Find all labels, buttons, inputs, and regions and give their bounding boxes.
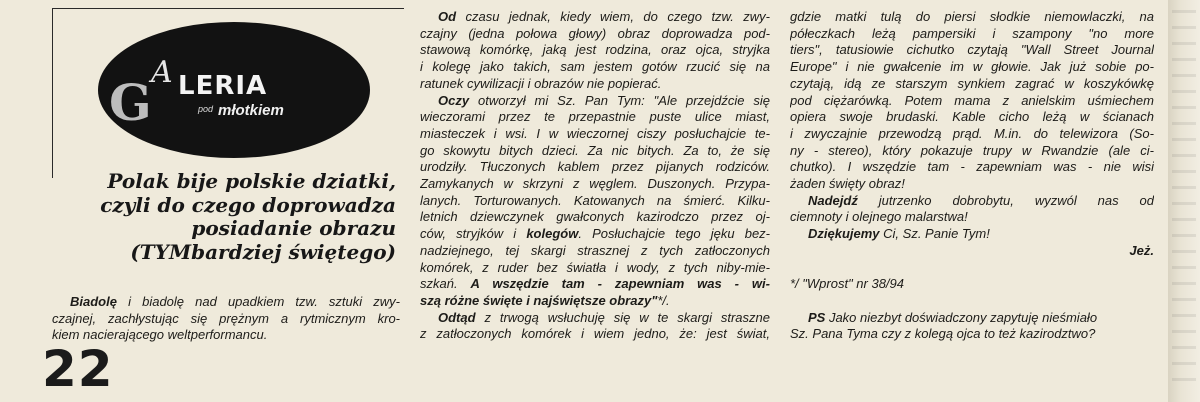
col2-line: letnich dziewczynek gwałconych kazirodczo przez oj- <box>420 209 770 225</box>
col1-line-2: czajnej, zachłystując się prężnym a rytmicznym kro- <box>52 310 400 326</box>
col2-line: go skowytu bitych dzieci. Za nic bitych. Za to, że się <box>420 142 770 158</box>
col3-line: opiera swoje brudaski. Kable cicho leżą w ścianach <box>790 109 1154 125</box>
column-1 <box>52 294 400 344</box>
col3-line: PS Jako niezbyt doświadczony zapytuję nieśmiało <box>808 309 1098 325</box>
headline-line-1: Polak bije polskie dziatki, <box>107 169 396 193</box>
col2-line: szkań. A wszędzie tam - zapewniam was - wi- <box>420 276 770 292</box>
adjacent-page-edge <box>1168 0 1200 402</box>
lead-word: Oczy <box>438 92 470 108</box>
col3-line: pod ciężarówką. Potem mama z anielskim uśmiechem <box>790 92 1154 108</box>
col3-line: półeczkach leżą pampersiki i szampony "no more <box>790 25 1154 41</box>
col2-line: lanych. Torturowanych. Katowanych na śmierć. Kilku- <box>420 192 770 208</box>
ghost-text-lines <box>1172 10 1196 390</box>
col2-line: ratunek cywilizacji i obrazów nie popierać. <box>420 75 662 91</box>
footnote: */ "Wprost" nr 38/94 <box>790 276 904 292</box>
col3-line: chutko). I wszędzie tam - zapewniam was - nie wisi <box>790 159 1154 175</box>
lead-word: Biadolę <box>70 294 117 309</box>
signature: Jeż. <box>1129 242 1154 258</box>
col1-line-3: kiem nacierającego weltperformancu. <box>52 327 268 343</box>
headline-line-4: (TYMbardziej świętego) <box>130 239 396 264</box>
bold-word-kolegow: kolegów <box>526 226 579 242</box>
page-number: 22 <box>42 340 114 398</box>
col3-line: ciemnoty i olejnego malarstwa! <box>790 209 968 225</box>
col1-line-1: Biadolę i biadolę nad upadkiem tzw. sztuki zwy- <box>70 294 400 309</box>
lead-word: Od <box>438 9 457 24</box>
lead-word: Odtąd <box>438 309 476 325</box>
column-2 <box>420 9 770 343</box>
col2-line: z zatłoczonych komórek i wiem jedno, że: jest świat, <box>420 326 770 342</box>
footnote-mark: */. <box>657 292 670 308</box>
bold-quote-part-2: szą różne święte i najświętsze obrazy" <box>420 292 658 308</box>
col3-line: Nadejdź jutrzenko dobrobytu, wyzwól nas od <box>808 192 1154 208</box>
col3-line: Europe" i nie gwałcenie im w głowie. Jak już sobie po- <box>790 59 1154 75</box>
bold-quote-part-1: A wszędzie tam - zapewniam was - wi- <box>470 276 770 292</box>
col3-line: żaden święty obraz! <box>790 176 905 192</box>
col3-line: Dziękujemy Ci, Sz. Panie Tym! <box>808 226 990 242</box>
col3-line: tiers", tatusiowie cichutko czytają "Wall Street Journal <box>790 42 1154 58</box>
spacer <box>790 260 1154 277</box>
ps-lead: PS <box>808 309 826 325</box>
col2-line: Oczy otworzył mi Sz. Pan Tym: "Ale przejdźcie się <box>438 92 770 108</box>
logo-letter-a: A <box>151 55 173 90</box>
col3-line: i zwyczajnie przewodzą prąd. M.in. do telewizora (So- <box>790 125 1154 141</box>
article-headline <box>56 170 396 264</box>
lead-word: Nadejdź <box>808 192 858 208</box>
col2-line: Odtąd z trwogą wsłuchuję się w te skargi straszne <box>438 309 770 325</box>
logo-letter-g: G <box>109 73 152 132</box>
column-header-rule <box>52 8 404 9</box>
col2-line: urodziły. Tłuczonych kablem przez pijanych rodziców. <box>420 159 770 175</box>
col2-line: stawową komórkę, jaką jest rodzina, oraz ojca, stryjka <box>420 42 770 58</box>
lead-word: Dziękujemy <box>808 226 880 242</box>
col2-line: ców, stryjków i kolegów. Posłuchajcie tego jęku bez- <box>420 226 770 242</box>
col3-line: gdzie matki tulą do piersi słodkie niemowlaczki, na <box>790 9 1154 24</box>
col3-line: Sz. Pana Tyma czy z kolegą ojca to też kazirodztwo? <box>790 326 1096 342</box>
logo-pod: pod <box>198 104 214 114</box>
headline-line-3: posiadanie obrazu <box>191 216 396 240</box>
col2-line: czajny (jedna połowa głowy) obraz doprowadza pod- <box>420 25 770 41</box>
spacer <box>790 293 1154 310</box>
col2-line: i kolegę jako takich, sam jestem gotów rzucić się na <box>420 59 770 75</box>
col2-line <box>420 293 770 310</box>
logo-leria: LERIA <box>178 71 268 101</box>
column-side-rule <box>52 8 53 178</box>
col2-line: wieczorami przez te przepastnie puste ulice miast, <box>420 109 770 125</box>
col2-line: Od czasu jednak, kiedy wiem, do czego tzw. zwy- <box>438 9 770 24</box>
logo-mlotkiem: młotkiem <box>218 102 284 119</box>
col3-line: ny - stereo), który pokazuje trupy w Rwandzie (ale ci- <box>790 142 1154 158</box>
col3-line: czytają, idą ze starszym synkiem zagrać w koszykówkę <box>790 75 1154 91</box>
col2-line: miasteczek i wsi. I w wieczornej ciszy posłuchajcie te- <box>420 125 770 141</box>
col2-line: komórek, z ruder bez światła i wody, z tych niby-mie- <box>420 259 770 275</box>
headline-line-2: czyli do czego doprowadza <box>100 192 396 217</box>
col2-line: nadziejnego, tej skargi strasznej z tych zatłoczonych <box>420 242 770 258</box>
column-3 <box>790 9 1154 343</box>
col2-line: Zamykanych w skrzyni z węglem. Duszonych. Przypa- <box>420 176 770 192</box>
